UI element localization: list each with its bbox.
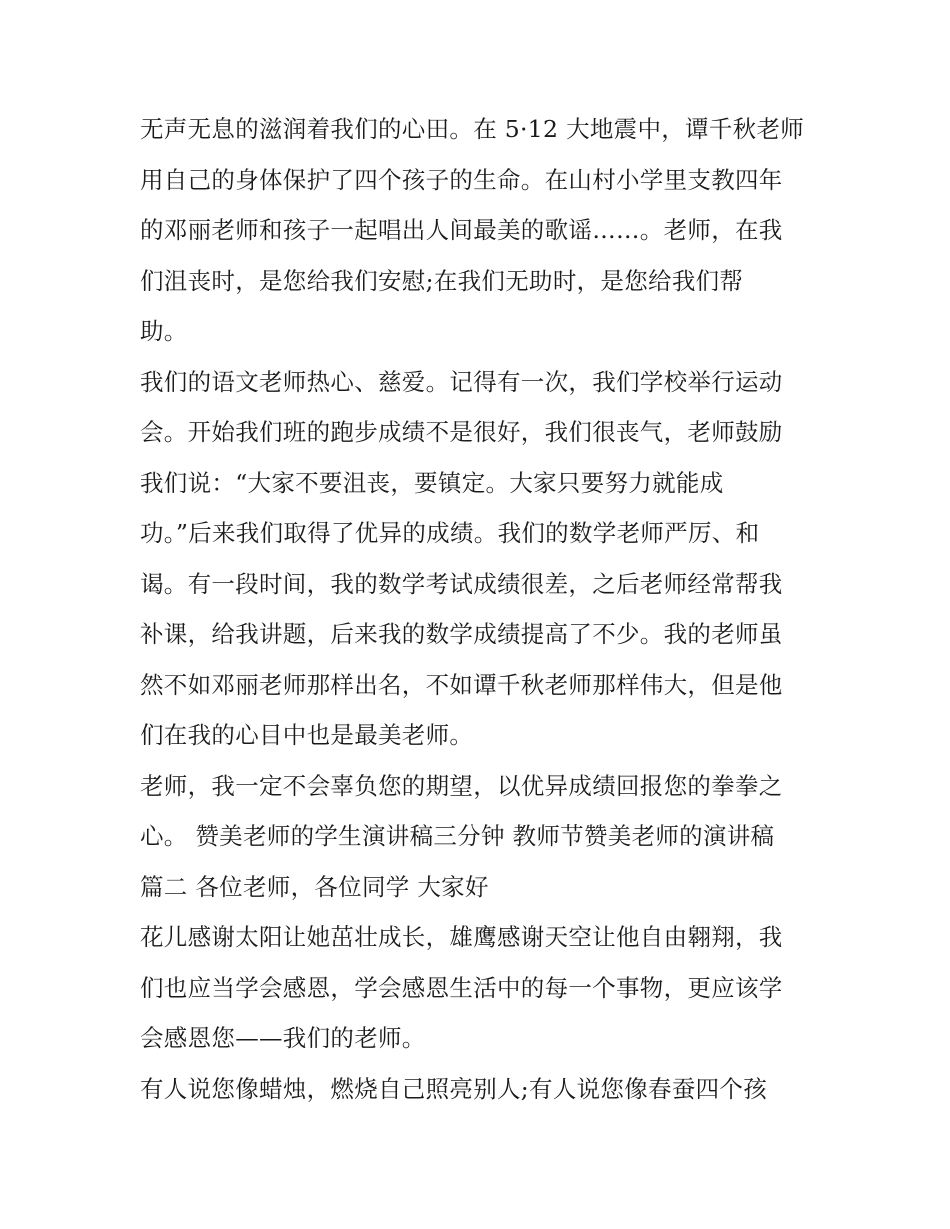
- text-line: 我们说：“大家不要沮丧，要镇定。大家只要努力就能成: [140, 468, 724, 497]
- document-body: [140, 104, 820, 1114]
- text-line: 我们的语文老师热心、慈爱。记得有一次，我们学校举行运动: [140, 367, 783, 396]
- text-line: 会。开始我们班的跑步成绩不是很好，我们很丧气，老师鼓励: [140, 418, 783, 446]
- text-line: 然不如邓丽老师那样出名，不如谭千秋老师那样伟大，但是他: [140, 670, 783, 699]
- text-line: 花儿感谢太阳让她茁壮成长，雄鹰感谢天空让他自由翱翔，我: [140, 923, 783, 951]
- text-line: 心。 赞美老师的学生演讲稿三分钟 教师节赞美老师的演讲稿: [140, 822, 775, 850]
- text-line: 们在我的心目中也是最美老师。: [140, 721, 474, 749]
- text-line: 们沮丧时，是您给我们安慰;在我们无助时，是您给我们帮: [140, 266, 744, 295]
- text-line: 有人说您像蜡烛，燃烧自己照亮别人;有人说您像春蚕四个孩: [140, 1074, 768, 1103]
- text-line: 补课，给我讲题，后来我的数学成绩提高了不少。我的老师虽: [140, 620, 783, 648]
- text-line: 会感恩您——我们的老师。: [140, 1024, 426, 1052]
- text-line: 篇二 各位老师，各位同学 大家好: [140, 872, 489, 901]
- text-line: 谒。有一段时间，我的数学考试成绩很差，之后老师经常帮我: [140, 569, 783, 598]
- text-line: 们也应当学会感恩，学会感恩生活中的每一个事物，更应该学: [140, 973, 783, 1002]
- text-line: 功。”后来我们取得了优异的成绩。我们的数学老师严厉、和: [140, 519, 760, 547]
- text-line: 老师，我一定不会辜负您的期望，以优异成绩回报您的拳拳之: [140, 771, 783, 800]
- text-line: 无声无息的滋润着我们的心田。在 5·12 大地震中，谭千秋老师: [140, 115, 805, 143]
- text-line: 的邓丽老师和孩子一起唱出人间最美的歌谣……。老师，在我: [140, 216, 783, 244]
- text-line: 用自己的身体保护了四个孩子的生命。在山村小学里支教四年: [140, 165, 783, 194]
- text-line: 助。: [140, 317, 188, 345]
